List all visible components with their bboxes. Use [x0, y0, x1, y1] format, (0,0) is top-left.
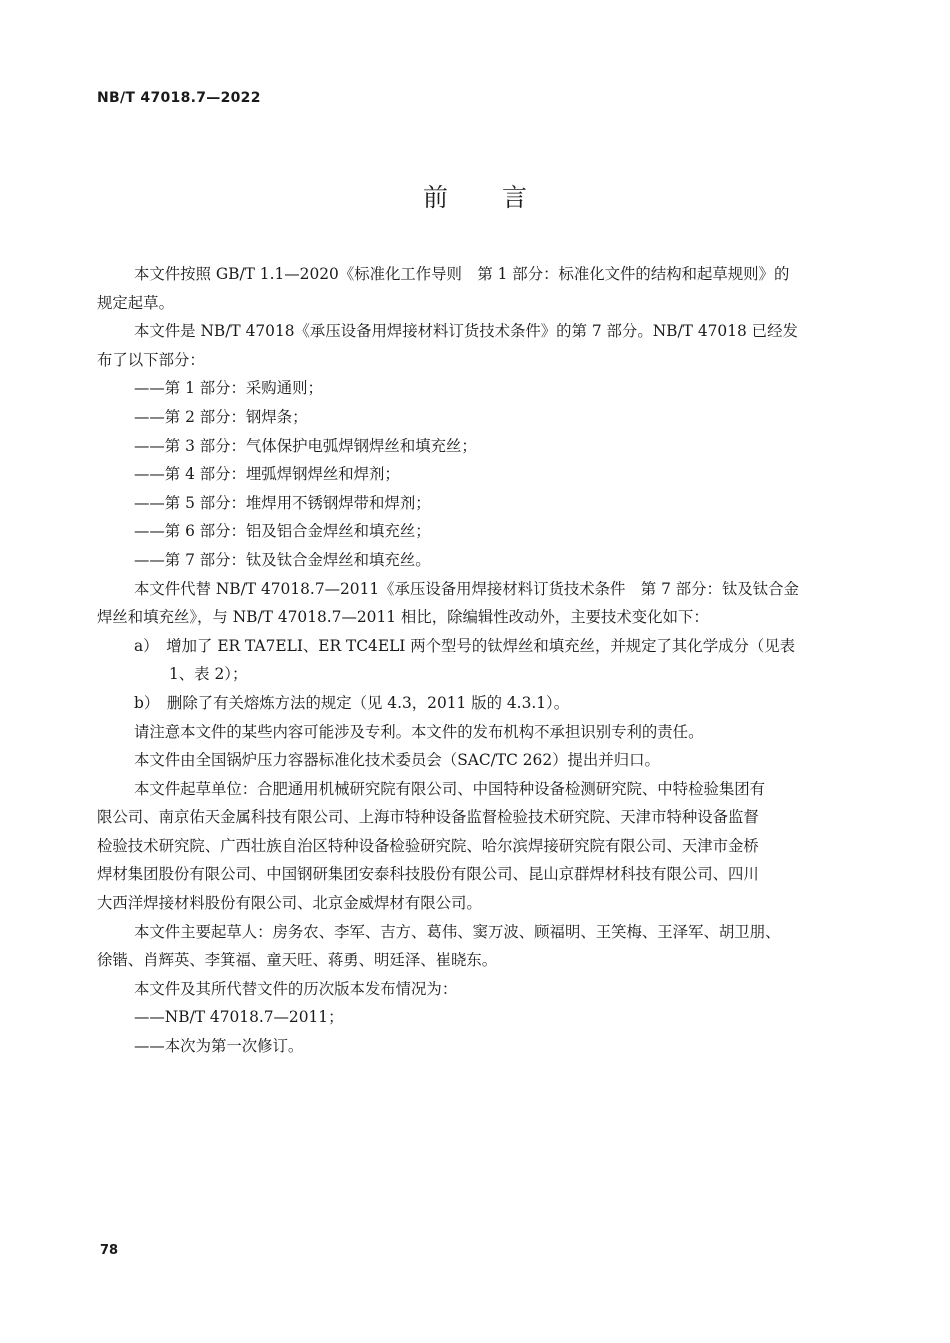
paragraph-line: 规定起草。 — [97, 293, 174, 312]
list-item: ——第 7 部分：钛及钛合金焊丝和填充丝。 — [134, 550, 431, 569]
paragraph-line: 检验技术研究院、广西壮族自治区特种设备检验研究院、哈尔滨焊接研究院有限公司、天津市金桥 — [97, 836, 759, 855]
paragraph-line: 焊丝和填充丝》，与 NB/T 47018.7—2011 相比，除编辑性改动外，主要技术变化如下： — [97, 608, 709, 627]
paragraph-line: 本文件及其所代替文件的历次版本发布情况为： — [134, 979, 458, 998]
change-item-b: b） 删除了有关熔炼方法的规定（见 4.3，2011 版的 4.3.1）。 — [134, 693, 570, 712]
paragraph-line: 布了以下部分： — [97, 350, 205, 369]
paragraph-line: 本文件代替 NB/T 47018.7—2011《承压设备用焊接材料订货技术条件 第 7 部分：钛及钛合金 — [134, 579, 799, 598]
list-item: ——第 1 部分：采购通则； — [134, 379, 323, 398]
paragraph-line: 本文件起草单位：合肥通用机械研究院有限公司、中国特种设备检测研究院、中特检验集团有 — [134, 779, 766, 798]
paragraph-line: 本文件主要起草人：房务农、李军、吉方、葛伟、窦万波、顾福明、王笑梅、王泽军、胡卫朋、 — [134, 922, 781, 941]
paragraph-line: 请注意本文件的某些内容可能涉及专利。本文件的发布机构不承担识别专利的责任。 — [134, 722, 704, 741]
title-char-1: 前 — [422, 183, 448, 212]
preface-body — [97, 260, 877, 1061]
list-item: ——第 4 部分：埋弧焊钢焊丝和焊剂； — [134, 465, 400, 484]
list-item: ——第 5 部分：堆焊用不锈钢焊带和焊剂； — [134, 493, 431, 512]
paragraph-line: 本文件按照 GB/T 1.1—2020《标准化工作导则 第 1 部分：标准化文件的结构和起草规则》的 — [134, 265, 790, 283]
page-number: 78 — [100, 1243, 119, 1258]
change-item-a: a） 增加了 ER TA7ELI、ER TC4ELI 两个型号的钛焊丝和填充丝，并规定了其化学成分（见表 — [134, 636, 796, 655]
paragraph-line: 焊材集团股份有限公司、中国钢研集团安泰科技股份有限公司、昆山京群焊材科技有限公司、四川 — [97, 865, 759, 884]
paragraph-line: 本文件是 NB/T 47018《承压设备用焊接材料订货技术条件》的第 7 部分。NB/T 47018 已经发 — [134, 322, 798, 341]
title-char-2: 言 — [502, 183, 528, 212]
list-item: ——第 6 部分：铝及铝合金焊丝和填充丝； — [134, 522, 431, 541]
paragraph-line: 限公司、南京佑天金属科技有限公司、上海市特种设备监督检验技术研究院、天津市特种设备监督 — [97, 808, 759, 827]
list-item: ——本次为第一次修订。 — [134, 1037, 304, 1056]
paragraph-line: 大西洋焊接材料股份有限公司、北京金威焊材有限公司。 — [97, 894, 482, 913]
paragraph-line: 本文件由全国锅炉压力容器标准化技术委员会（SAC/TC 262）提出并归口。 — [134, 751, 660, 770]
document-code-header: NB/T 47018.7—2022 — [97, 90, 261, 106]
list-item: ——第 3 部分：气体保护电弧焊钢焊丝和填充丝； — [134, 436, 477, 455]
list-item: ——第 2 部分：钢焊条； — [134, 407, 308, 426]
change-item-a-continued: 1、表 2）； — [169, 665, 248, 684]
paragraph-line: 徐锴、肖辉英、李箕福、童天旺、蒋勇、明廷泽、崔晓东。 — [97, 951, 498, 970]
page-title — [0, 178, 950, 214]
list-item: ——NB/T 47018.7—2011； — [134, 1008, 344, 1027]
